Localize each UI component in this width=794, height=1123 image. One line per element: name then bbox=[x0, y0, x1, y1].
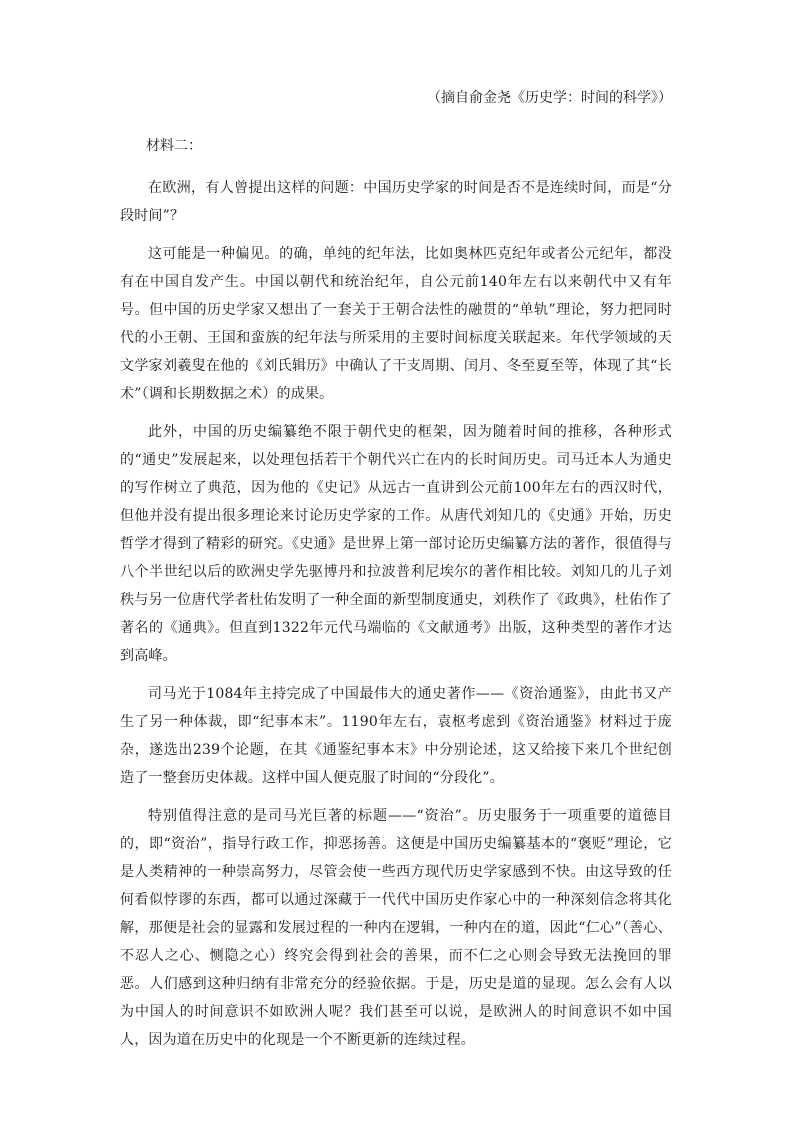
paragraph-3: 此外，中国的历史编纂绝不限于朝代史的框架，因为随着时间的推移，各种形式的“通史”发展起来，以处理包括若干个朝代兴亡在内的长时间历史。司马迁本人为通史的写作树立了典范，因为他的《史记》从远古一直讲到公元前100年左右的西汉时代，但他并没有提出很多理论来讨论历史学家的工作。从唐代刘知几的《史通》开始，历史哲学才得到了精彩的研究。《史通》是世界上第一部讨论历史编纂方法的著作，很值得与八个半世纪以后的欧洲史学先驱博丹和拉波普利尼埃尔的著作相比较。刘知几的儿子刘秩与另一位唐代学者杜佑发明了一种全面的新型制度通史，刘秩作了《政典》，杜佑作了著名的《通典》。但直到1322年元代马端临的《文献通考》出版，这种类型的著作才达到高峰。 bbox=[120, 424, 672, 664]
material-heading: 材料二： bbox=[146, 138, 202, 154]
paragraph-2: 这可能是一种偏见。的确，单纯的纪年法，比如奥林匹克纪年或者公元纪年，都没有在中国自发产生。中国以朝代和统治纪年，自公元前140年左右以来朝代中又有年号。但中国的历史学家又想出了一套关于王朝合法性的融贯的“单轨”理论，努力把同时代的小王朝、王国和蛮族的纪年法与所采用的主要时间标度关联起来。年代学领域的天文学家刘羲叟在他的《刘氏辑历》中确认了干支周期、闰月、冬至夏至等，体现了其“长术”（调和长期数据之术）的成果。 bbox=[120, 246, 672, 402]
document-page bbox=[120, 88, 672, 1064]
source-citation: （摘自俞金尧《历史学：时间的科学》） bbox=[427, 90, 672, 106]
paragraph-1: 在欧洲，有人曾提出这样的问题：中国历史学家的时间是否不是连续时间，而是“分段时间”？ bbox=[120, 180, 672, 224]
paragraph-4: 司马光于1084年主持完成了中国最伟大的通史著作——《资治通鉴》，由此书又产生了另一种体裁，即“纪事本末”。1190年左右，袁枢考虑到《资治通鉴》材料过于庞杂，遂选出239个论题，在其《通鉴纪事本末》中分别论述，这又给接下来几个世纪创造了一整套历史体裁。这样中国人便克服了时间的“分段化”。 bbox=[120, 686, 672, 786]
paragraph-5: 特别值得注意的是司马光巨著的标题——“资治”。历史服务于一项重要的道德目的，即“资治”，指导行政工作，抑恶扬善。这便是中国历史编纂基本的“褒贬”理论，它是人类精神的一种崇高努力，尽管会使一些西方现代历史学家感到不快。由这导致的任何看似悖谬的东西，都可以通过深藏于一代代中国历史作家心中的一种深刻信念将其化解，那便是社会的显露和发展过程的一种内在逻辑，一种内在的道，因此“仁心”（善心、不忍人之心、恻隐之心）终究会得到社会的善果，而不仁之心则会导致无法挽回的罪恶。人们感到这种归纳有非常充分的经验依据。于是，历史是道的显现。怎么会有人以为中国人的时间意识不如欧洲人呢？我们甚至可以说，是欧洲人的时间意识不如中国人，因为道在历史中的化现是一个不断更新的连续过程。 bbox=[120, 808, 672, 1048]
